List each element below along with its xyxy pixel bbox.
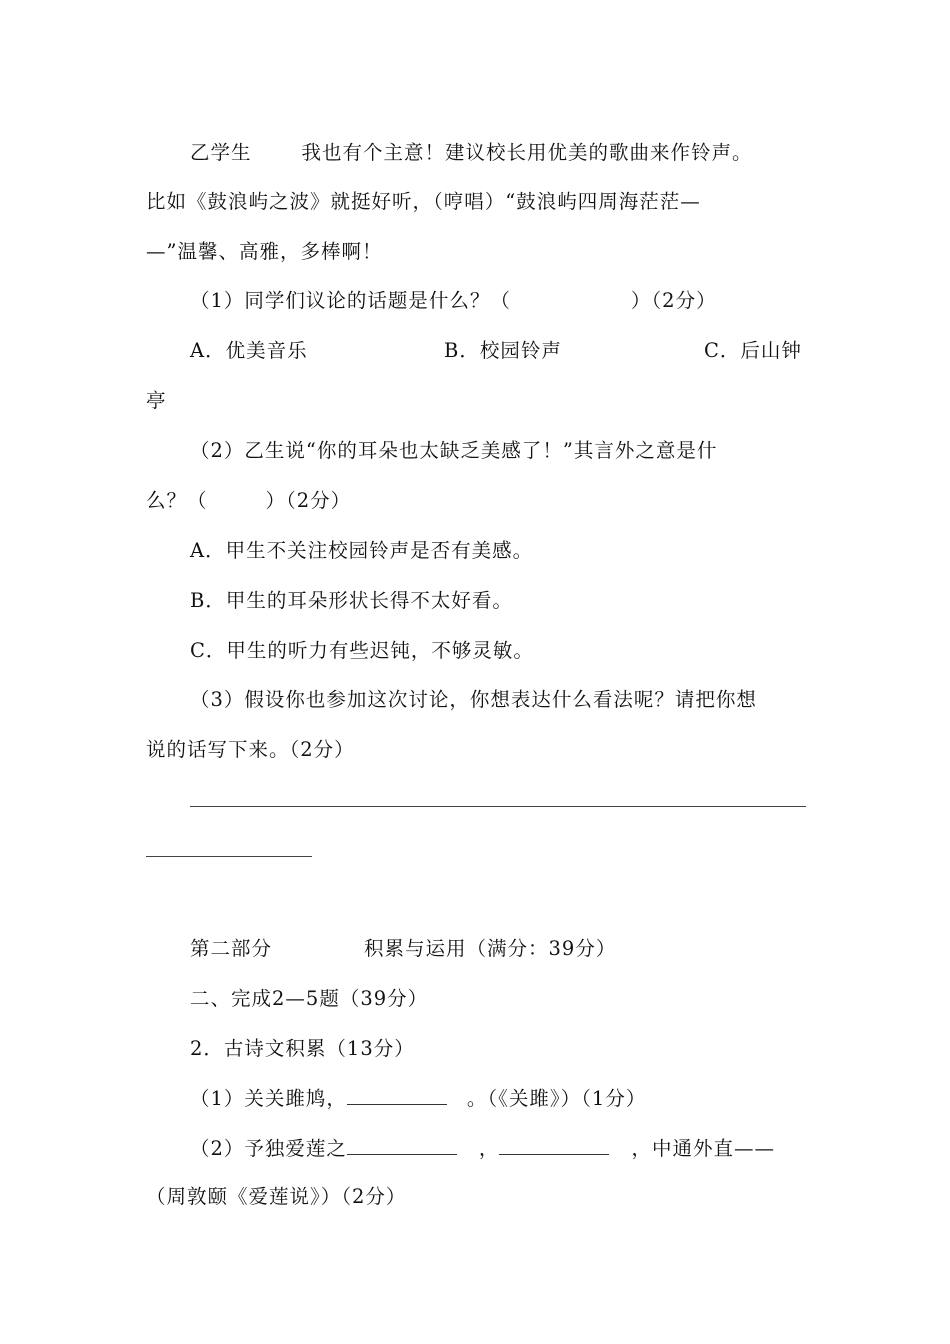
part2-label: 第二部分 [190, 937, 273, 960]
q1-option-b: B．校园铃声 [444, 339, 562, 362]
q2-option-b: B．甲生的耳朵形状长得不太好看。 [190, 589, 513, 612]
dialogue-line-3: —”温馨、高雅，多棒啊！ [146, 240, 383, 263]
item2-sub2-text: （2）予独爱莲之 [190, 1137, 347, 1160]
dialogue-line-2: 比如《鼓浪屿之波》就挺好听，（哼唱）“鼓浪屿四周海茫茫— [146, 190, 701, 213]
fill-blank-2[interactable] [347, 1136, 457, 1155]
item2-sub1 [190, 1086, 806, 1111]
item2-sub2-comma: ， [478, 1137, 500, 1160]
part2-title: 积累与运用（满分：39分） [364, 937, 617, 960]
q2-stem-line-2 [146, 489, 806, 513]
answer-line-1[interactable] [190, 806, 806, 807]
q1-option-c-wrap: 亭 [146, 389, 167, 412]
q2-stem-line-1: （2）乙生说“你的耳朵也太缺乏美感了！”其言外之意是什 [190, 439, 718, 462]
q3-stem-line-1: （3）假设你也参加这次讨论，你想表达什么看法呢？请把你想 [190, 688, 757, 711]
q1-stem [190, 289, 806, 313]
section2-heading: 二、完成2—5题（39分） [190, 987, 429, 1010]
q2-option-a: A．甲生不关注校园铃声是否有美感。 [190, 539, 534, 562]
dialogue-text: 我也有个主意！建议校长用优美的歌曲来作铃声。 [301, 141, 753, 164]
q2-option-c: C．甲生的听力有些迟钝，不够灵敏。 [190, 639, 534, 662]
fill-blank-1[interactable] [347, 1086, 447, 1105]
q1-option-c: C．后山钟 [704, 339, 802, 362]
q3-stem-line-2: 说的话写下来。（2分） [146, 738, 355, 761]
item2-sub2-tail: ，中通外直—— [631, 1137, 775, 1160]
fill-blank-3[interactable] [499, 1136, 609, 1155]
q1-stem-text: （1）同学们议论的话题是什么？（ [190, 289, 511, 312]
q1-option-a: A．优美音乐 [190, 339, 308, 362]
answer-line-2[interactable] [146, 856, 312, 857]
item2-sub1-text: （1）关关雎鸠， [190, 1087, 347, 1110]
item2-sub1-source: 。（《关雎》）（1分） [466, 1087, 647, 1110]
speaker-name: 乙学生 [190, 141, 252, 164]
dialogue-line-1 [190, 141, 806, 165]
q1-stem-end: ）（2分） [630, 289, 717, 312]
q2-stem-line-2b: ）（2分） [265, 489, 352, 512]
item2-heading: 2．古诗文积累（13分） [190, 1037, 415, 1060]
part2-heading [190, 937, 806, 961]
q2-stem-line-2a: 么？（ [146, 489, 208, 512]
item2-sub2 [190, 1136, 806, 1161]
item2-sub2-source: （周敦颐《爱莲说》）（2分） [146, 1185, 407, 1208]
